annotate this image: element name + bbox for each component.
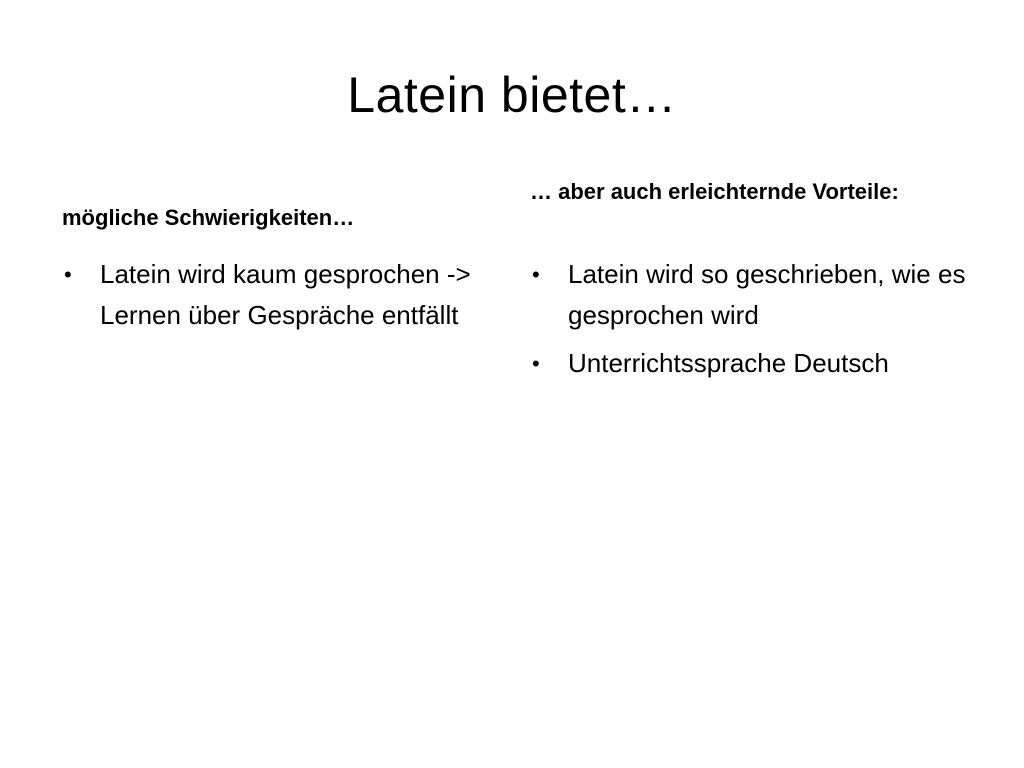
bullet-icon: • (64, 262, 72, 287)
bullet-text: Unterrichtssprache Deutsch (568, 348, 889, 378)
bullet-icon: • (532, 351, 540, 376)
right-column-heading: … aber auch erleichternde Vorteile: (530, 179, 899, 204)
slide-title: Latein bietet… (347, 67, 677, 123)
left-column-heading: mögliche Schwierigkeiten… (62, 205, 355, 230)
list-item (62, 254, 520, 336)
bullet-icon: • (532, 262, 540, 287)
list-item (530, 254, 1008, 336)
right-bullet-list (530, 254, 970, 391)
list-item (530, 343, 1008, 384)
left-bullet-list (62, 254, 502, 343)
bullet-text: Latein wird kaum gesprochen -> Lernen über Gespräche entfällt (100, 259, 471, 330)
bullet-text: Latein wird so geschrieben, wie es gesprochen wird (568, 259, 966, 330)
